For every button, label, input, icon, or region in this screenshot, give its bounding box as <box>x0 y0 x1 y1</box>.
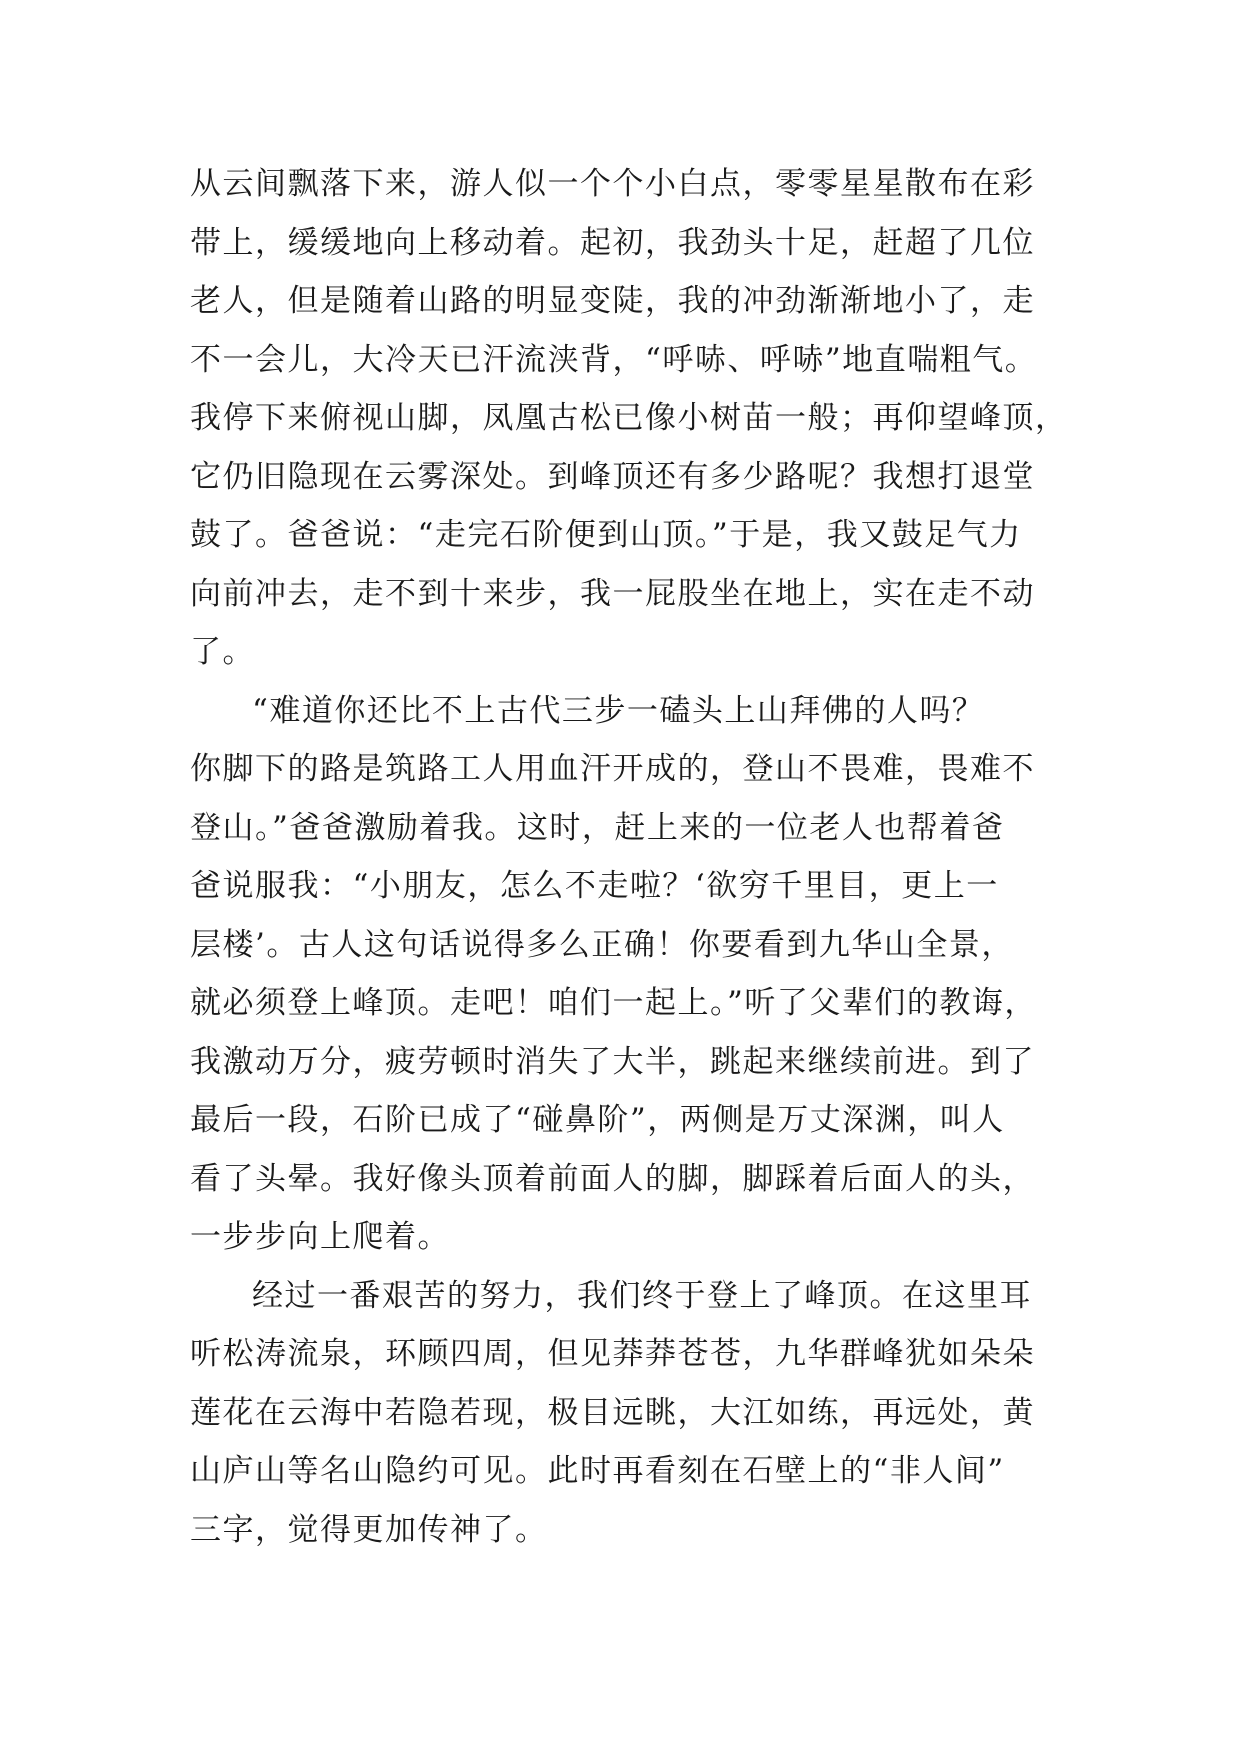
text-line: 老人，但是随着山路的明显变陡，我的冲劲渐渐地小了，走 <box>190 283 1035 319</box>
text-line: 就必须登上峰顶。走吧！咱们一起上。”听了父辈们的教诲， <box>190 985 1037 1021</box>
text-line: 我停下来俯视山脚，凤凰古松已像小树苗一般；再仰望峰顶， <box>190 400 1068 436</box>
text-line: 登山。”爸爸激励着我。这时，赶上来的一位老人也帮着爸 <box>190 809 1005 846</box>
paragraph-first-line: “难道你还比不上古代三步一磕头上山拜佛的人吗？ <box>252 692 985 729</box>
text-line: 爸说服我：“小朋友，怎么不走啦？‘欲穷千里目，更上一 <box>190 868 999 904</box>
text-line: 它仍旧隐现在云雾深处。到峰顶还有多少路呢？我想打退堂 <box>190 458 1035 495</box>
text-line: 向前冲去，走不到十来步，我一屁股坐在地上，实在走不动 <box>190 575 1035 612</box>
text-line: 看了头晕。我好像头顶着前面人的脚，脚踩着后面人的头， <box>190 1160 1035 1197</box>
text-line: 层楼’。古人这句话说得多么正确！你要看到九华山全景， <box>190 926 1014 963</box>
text-line: 你脚下的路是筑路工人用血汗开成的，登山不畏难，畏难不 <box>190 751 1035 787</box>
text-line: 鼓了。爸爸说：“走完石阶便到山顶。”于是，我又鼓足气力 <box>190 517 1022 553</box>
text-line: 莲花在云海中若隐若现，极目远眺，大江如练，再远处，黄 <box>190 1394 1035 1431</box>
text-line: 一步步向上爬着。 <box>190 1219 450 1255</box>
text-line: 我激动万分，疲劳顿时消失了大半，跳起来继续前进。到了 <box>190 1043 1035 1080</box>
text-line: 从云间飘落下来，游人似一个个小白点，零零星星散布在彩 <box>190 166 1035 202</box>
paragraph-first-line: 经过一番艰苦的努力，我们终于登上了峰顶。在这里耳 <box>252 1277 1032 1314</box>
text-line: 最后一段，石阶已成了“碰鼻阶”，两侧是万丈深渊，叫人 <box>190 1102 1005 1138</box>
text-line: 带上，缓缓地向上移动着。起初，我劲头十足，赶超了几位 <box>190 224 1035 261</box>
text-line: 三字，觉得更加传神了。 <box>190 1511 548 1548</box>
text-line: 听松涛流泉，环顾四周，但见莽莽苍苍，九华群峰犹如朵朵 <box>190 1336 1035 1372</box>
text-line: 山庐山等名山隐约可见。此时再看刻在石壁上的“非人间” <box>190 1453 1005 1489</box>
body-text <box>190 155 1090 1559</box>
text-line: 了。 <box>190 634 255 670</box>
text-line: 不一会儿，大冷天已汗流浃背，“呼哧、呼哧”地直喘粗气。 <box>190 341 1038 378</box>
